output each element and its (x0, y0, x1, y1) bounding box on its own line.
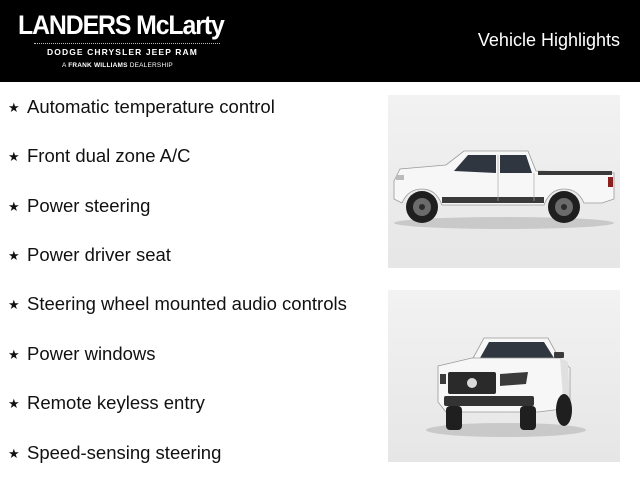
logo-brands: DODGE CHRYSLER JEEP RAM (47, 47, 198, 57)
tagline-bold: FRANK WILLIAMS (68, 62, 128, 69)
star-icon: ★ (8, 99, 20, 115)
feature-label: Power driver seat (27, 244, 171, 265)
feature-item (8, 339, 156, 369)
feature-label: Steering wheel mounted audio controls (27, 293, 347, 314)
truck-front-illustration (388, 290, 620, 462)
star-icon: ★ (8, 445, 20, 461)
feature-item (8, 191, 150, 221)
feature-label: Front dual zone A/C (27, 145, 191, 166)
logo-tagline (62, 62, 173, 69)
page-title: Vehicle Highlights (477, 30, 620, 50)
feature-label: Power steering (27, 195, 151, 216)
header-bar (0, 0, 640, 82)
feature-item (8, 92, 275, 122)
tagline-suffix: DEALERSHIP (127, 62, 173, 69)
feature-item (8, 388, 205, 418)
tagline-prefix: A (62, 62, 69, 69)
feature-label: Power windows (27, 343, 156, 364)
feature-item (8, 240, 171, 270)
feature-item (8, 141, 191, 171)
star-icon: ★ (8, 346, 20, 362)
feature-list (0, 82, 380, 480)
vehicle-photo-side[interactable] (388, 95, 620, 268)
star-icon: ★ (8, 198, 20, 214)
star-icon: ★ (8, 247, 20, 263)
truck-side-illustration (388, 95, 620, 268)
logo-wordmark: LANDERS McLarty (18, 10, 224, 40)
feature-label: Remote keyless entry (27, 392, 205, 413)
feature-label: Automatic temperature control (27, 96, 275, 117)
vehicle-photo-front[interactable] (388, 290, 620, 462)
star-icon: ★ (8, 395, 20, 411)
logo-divider (34, 43, 220, 44)
feature-label: Speed-sensing steering (27, 442, 222, 463)
star-icon: ★ (8, 296, 20, 312)
feature-item (8, 438, 221, 468)
feature-item (8, 289, 347, 319)
star-icon: ★ (8, 148, 20, 164)
dealer-logo[interactable] (16, 10, 226, 74)
